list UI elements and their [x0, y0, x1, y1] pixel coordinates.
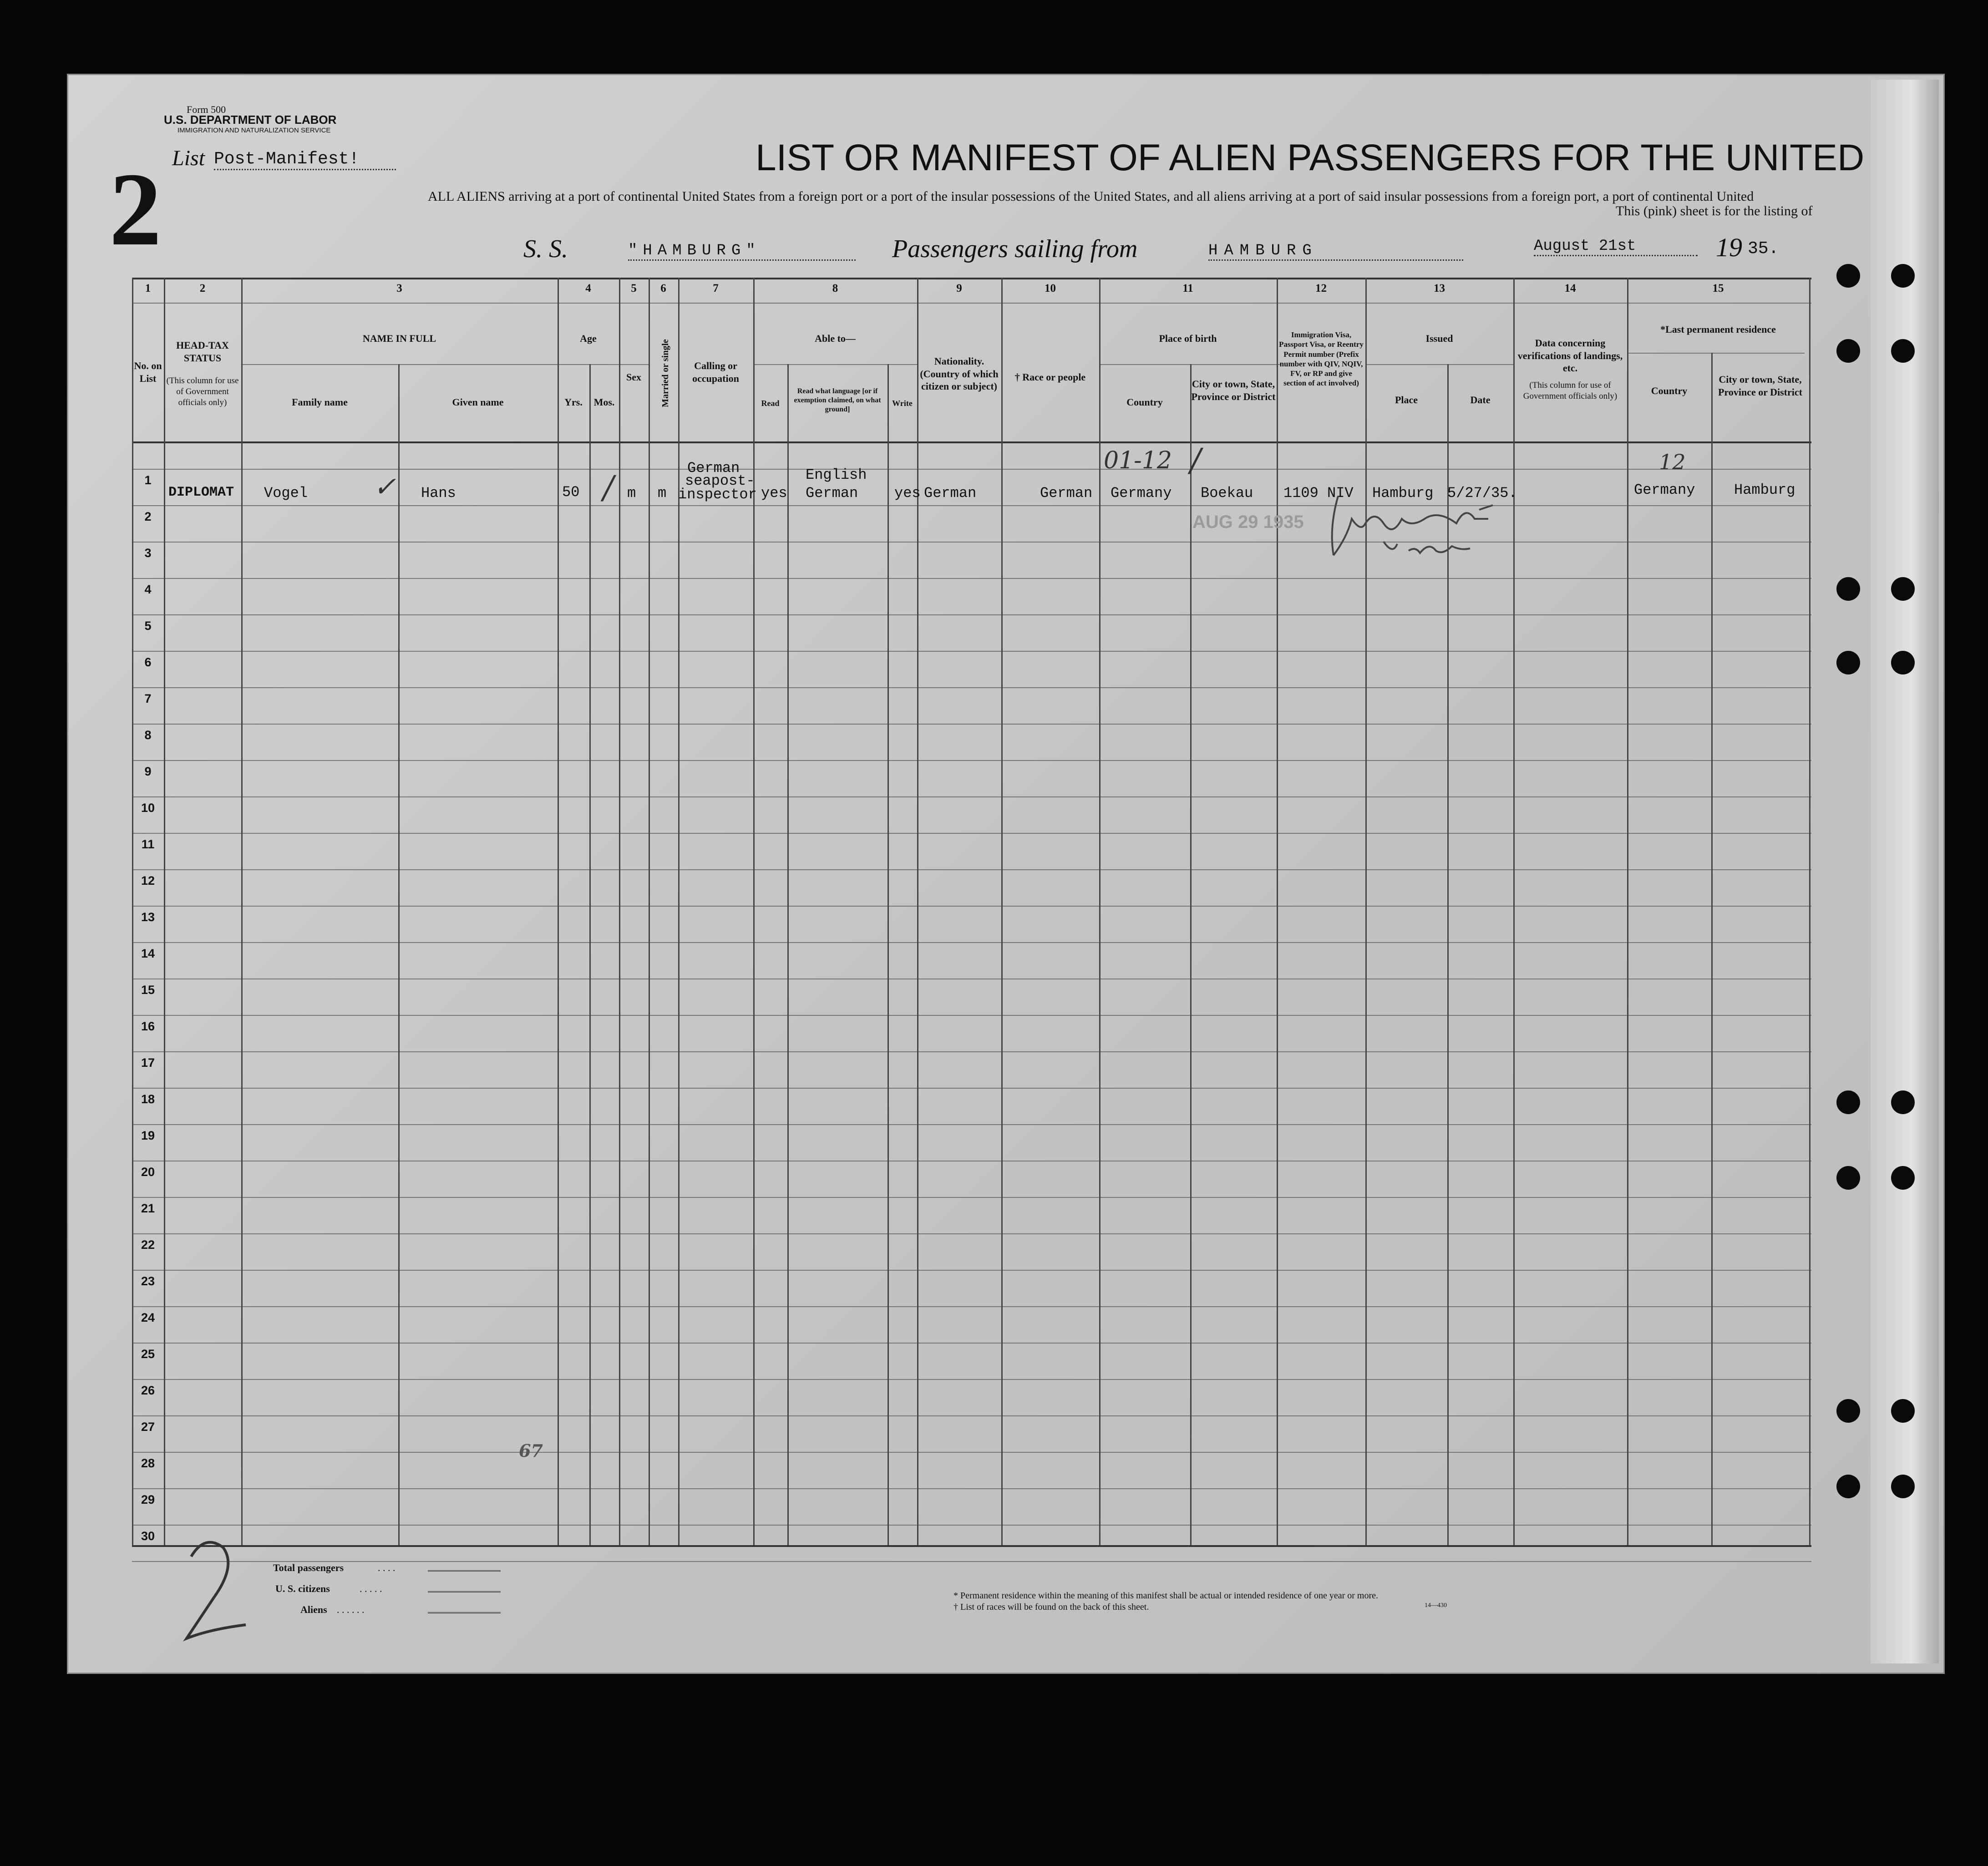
slash-mark-icon: / [603, 469, 614, 506]
row-number: 1 [144, 473, 152, 487]
row-line [132, 760, 1811, 761]
col-border-8 [917, 278, 918, 1545]
cell-birth-city: Boekau [1201, 485, 1253, 502]
row-line [132, 1124, 1811, 1125]
department: U.S. DEPARTMENT OF LABOR [164, 113, 337, 127]
row-number: 19 [141, 1129, 155, 1142]
col-border-8b [888, 364, 889, 1545]
cell-write: yes [894, 485, 921, 502]
punch-hole [1836, 577, 1860, 601]
row-number: 11 [141, 837, 155, 851]
col-border-13 [1513, 278, 1515, 1545]
row-line [132, 542, 1811, 543]
header-able-to: Able to— [815, 333, 856, 344]
row-number: 6 [144, 655, 152, 669]
punch-hole [1891, 1475, 1915, 1498]
table-bottom-border [132, 1545, 1811, 1547]
header-yrs: Yrs. [564, 396, 583, 408]
col-border-6 [678, 278, 680, 1545]
cell-family-name: Vogel [264, 485, 308, 502]
cell-languages-1: English [806, 466, 867, 483]
subtitle: ALL ALIENS arriving at a port of continental United States from a foreign port or a port of the insular possessions of the United States, and all aliens arriving at a port of said insular possessions from a foreign port, a port of continental United [428, 189, 1754, 204]
punch-hole [1836, 1475, 1860, 1498]
year-suffix: 35. [1748, 239, 1779, 259]
punch-hole [1836, 1399, 1860, 1423]
header-last-residence: *Last permanent residence [1660, 324, 1776, 335]
punch-hole [1891, 651, 1915, 674]
header-issued-place: Place [1395, 394, 1418, 406]
col-num-10: 10 [1045, 282, 1056, 294]
punch-hole [1891, 1399, 1915, 1423]
header-issued-date: Date [1470, 394, 1491, 406]
row-line [132, 1415, 1811, 1416]
residence-subheader-divider [1627, 353, 1805, 354]
header-res-city: City or town, State, Province or District [1718, 374, 1802, 398]
row-line [132, 833, 1811, 834]
cell-given-name: Hans [421, 485, 456, 502]
list-label: List [172, 146, 205, 170]
footer-us-citizens: U. S. citizens [275, 1583, 330, 1594]
departure-date: August 21st [1534, 238, 1698, 256]
col-border-4a [589, 364, 591, 1545]
row-number: 18 [141, 1092, 155, 1106]
manifest-table [132, 278, 1811, 1545]
col-num-14: 14 [1564, 282, 1576, 294]
header-read: Read [761, 399, 780, 408]
form-number: Form 500 [187, 104, 226, 115]
footer-dots-2: . . . . . [360, 1583, 382, 1594]
header-name-in-full: NAME IN FULL [362, 333, 436, 344]
able-subheader-divider [753, 364, 917, 365]
cell-occupation-2: seapost- [685, 472, 755, 489]
footer-dots-1: . . . . [378, 1562, 396, 1573]
row-line [132, 796, 1811, 797]
col-num-1: 1 [145, 282, 151, 294]
row-line [132, 1088, 1811, 1089]
row-number: 22 [141, 1238, 155, 1252]
ss-label: S. S. [523, 235, 568, 263]
sheet-number: 2 [109, 151, 162, 267]
punch-hole [1891, 339, 1915, 363]
header-mos: Mos. [593, 396, 615, 408]
footnote-residence: * Permanent residence within the meaning of this manifest shall be actual or intended residence of one year or more. [953, 1591, 1379, 1601]
list-value: Post-Manifest! [214, 149, 396, 170]
row29-handwritten-mark: 67 [519, 1440, 543, 1461]
handwritten-signature [1320, 492, 1511, 569]
row-number: 2 [144, 510, 152, 523]
departure-port: HAMBURG [1208, 242, 1463, 261]
issued-subheader-divider [1365, 364, 1513, 365]
col-border-2 [241, 278, 243, 1545]
row-line [132, 505, 1811, 506]
footer-line-aliens [428, 1612, 501, 1613]
cell-married: m [658, 485, 667, 502]
cell-birth-country: Germany [1111, 485, 1172, 502]
row-number: 23 [141, 1274, 155, 1288]
col-num-4: 4 [585, 282, 591, 294]
name-subheader-divider [241, 364, 649, 365]
cell-nationality: German [924, 485, 977, 502]
row-line [132, 1051, 1811, 1052]
row-line [132, 1488, 1811, 1489]
row-line [132, 1270, 1811, 1271]
header-write: Write [892, 399, 913, 408]
row-line [132, 1452, 1811, 1453]
row-number: 20 [141, 1165, 155, 1179]
cell-age-yrs: 50 [562, 484, 580, 501]
col-border-11a [1190, 364, 1192, 1545]
punch-hole [1836, 651, 1860, 674]
col-num-9: 9 [956, 282, 962, 294]
header-married: Married or single [660, 339, 670, 407]
row-line [132, 578, 1811, 579]
row-line [132, 469, 1811, 470]
footer-line-citizens [428, 1591, 501, 1592]
col-border-12 [1365, 278, 1367, 1545]
header-verifications: Data concerning verifications of landings, etc. [1517, 337, 1623, 374]
column-number-divider [132, 303, 1811, 304]
row-number: 7 [144, 692, 152, 705]
row-number: 26 [141, 1384, 155, 1397]
row-number: 3 [144, 546, 152, 560]
punch-hole [1891, 1090, 1915, 1114]
punch-hole [1891, 577, 1915, 601]
row-number: 10 [141, 801, 155, 815]
col-num-3: 3 [396, 282, 402, 294]
header-bottom-border [132, 441, 1811, 443]
row-line [132, 869, 1811, 870]
footer-form-code: 14—430 [1425, 1602, 1447, 1609]
col-border-8a [787, 364, 789, 1545]
footer-total-passengers: Total passengers [273, 1562, 344, 1573]
col-border-4 [619, 278, 620, 1545]
col-border-3 [558, 278, 559, 1545]
date-stamp: AUG 29 1935 [1192, 512, 1304, 532]
row-number: 28 [141, 1456, 155, 1470]
row-number: 13 [141, 910, 155, 924]
header-issued: Issued [1425, 333, 1453, 344]
header-given-name: Given name [452, 396, 504, 408]
cell-sex: m [627, 485, 636, 502]
subtitle-pink-sheet: This (pink) sheet is for the listing of [1616, 203, 1813, 218]
col-border-11 [1277, 278, 1278, 1545]
col-border-10 [1099, 278, 1100, 1545]
row-line [132, 724, 1811, 725]
cell-res-country: Germany [1634, 482, 1695, 498]
cell-race: German [1040, 485, 1093, 502]
col-border-1 [164, 278, 165, 1545]
sheet-edge [1871, 80, 1939, 1663]
row-number: 5 [144, 619, 152, 633]
row-number: 24 [141, 1311, 155, 1324]
header-nationality: Nationality. (Country of which citizen or subject) [920, 355, 999, 392]
punch-hole [1836, 1090, 1860, 1114]
row-line [132, 1306, 1811, 1307]
row-number: 27 [141, 1420, 155, 1434]
row-line [132, 1197, 1811, 1198]
row-line [132, 687, 1811, 688]
header-sex: Sex [626, 371, 641, 383]
page-title: LIST OR MANIFEST OF ALIEN PASSENGERS FOR THE UNITED [756, 137, 1865, 178]
birth-handwritten-mark: 01-12 [1104, 447, 1172, 474]
cell-res-city: Hamburg [1734, 482, 1795, 498]
row-number: 25 [141, 1347, 155, 1361]
col-num-11: 11 [1182, 282, 1193, 294]
table-top-border [132, 278, 1811, 279]
col-num-12: 12 [1315, 282, 1327, 294]
service-name: IMMIGRATION AND NATURALIZATION SERVICE [178, 127, 331, 134]
footer-line-total [428, 1570, 501, 1572]
residence-handwritten-mark: 12 [1659, 450, 1686, 474]
cell-head-tax: DIPLOMAT [168, 485, 234, 500]
header-family-name: Family name [292, 396, 348, 408]
sailing-label: Passengers sailing from [892, 235, 1138, 263]
col-border-15 [1809, 278, 1810, 1545]
punch-hole [1836, 339, 1860, 363]
birth-slash-mark-icon: / [1190, 441, 1201, 479]
punch-hole [1891, 264, 1915, 288]
header-verifications-note: (This column for use of Government officials only) [1523, 380, 1618, 401]
col-num-5: 5 [631, 282, 637, 294]
header-read-what: Read what language [or if exemption claimed, on what ground] [794, 387, 881, 413]
header-age: Age [580, 333, 597, 344]
row-line [132, 1343, 1811, 1344]
ship-name: "HAMBURG" [628, 242, 856, 261]
header-head-tax: HEAD-TAX STATUS [176, 340, 229, 364]
col-border-3a [398, 364, 400, 1545]
row-line [132, 1525, 1811, 1526]
punch-hole [1836, 1166, 1860, 1190]
col-num-15: 15 [1712, 282, 1724, 294]
row-line [132, 1379, 1811, 1380]
row-number: 12 [141, 874, 155, 887]
header-birth-country: Country [1126, 396, 1163, 408]
row-number: 8 [144, 728, 152, 742]
row-line [132, 1233, 1811, 1234]
header-res-country: Country [1651, 385, 1688, 396]
cell-read: yes [761, 485, 787, 502]
punch-hole [1836, 264, 1860, 288]
col-border-7 [753, 278, 755, 1545]
row-line [132, 651, 1811, 652]
header-visa: Immigration Visa, Passport Visa, or Reentry Permit number (Prefix number with QIV, NQIV, FV, or RP and give section of act involved) [1279, 330, 1364, 388]
col-border-14 [1627, 278, 1628, 1545]
row-number: 9 [144, 765, 152, 778]
col-num-7: 7 [713, 282, 719, 294]
row-line [132, 614, 1811, 615]
year-prefix: 19 [1716, 233, 1742, 262]
col-num-13: 13 [1434, 282, 1445, 294]
row-number: 16 [141, 1019, 155, 1033]
cell-occupation-1: German [687, 460, 740, 477]
footer-aliens: Aliens [300, 1604, 327, 1615]
header-no-on-list: No. on List [134, 360, 162, 384]
col-border-15a [1711, 353, 1713, 1545]
row-number: 14 [141, 947, 155, 960]
row-line [132, 906, 1811, 907]
header-head-tax-note: (This column for use of Government officials only) [166, 376, 239, 407]
col-border-9 [1001, 278, 1003, 1545]
col-border-5 [649, 278, 650, 1545]
row-line [132, 1015, 1811, 1016]
punch-hole [1891, 1166, 1915, 1190]
check-mark-icon: ✓ [373, 471, 396, 503]
footer-dots-3: . . . . . . [337, 1604, 365, 1615]
large-handwritten-2-mark [173, 1529, 264, 1652]
col-num-2: 2 [199, 282, 206, 294]
row-line [132, 942, 1811, 943]
row-number: 21 [141, 1202, 155, 1215]
header-birth-city: City or town, State, Province or District [1191, 378, 1276, 402]
col-num-6: 6 [660, 282, 666, 294]
header-place-of-birth: Place of birth [1159, 333, 1217, 344]
cell-issued-date: 5/27/35. [1447, 485, 1517, 502]
col-num-8: 8 [832, 282, 838, 294]
header-race: † Race or people [1014, 371, 1086, 383]
col-border-0 [132, 278, 133, 1545]
cell-occupation-3: inspector [678, 486, 757, 503]
row-number: 4 [144, 583, 152, 596]
cell-visa: 1109 NIV [1283, 485, 1354, 502]
row-number: 29 [141, 1493, 155, 1506]
row-number: 17 [141, 1056, 155, 1070]
footnote-races: † List of races will be found on the back of this sheet. [953, 1602, 1149, 1612]
cell-issued-place: Hamburg [1372, 485, 1434, 502]
cell-languages-2: German [806, 485, 858, 502]
row-number: 30 [141, 1529, 155, 1543]
row-number: 15 [141, 983, 155, 997]
header-calling: Calling or occupation [692, 360, 739, 384]
